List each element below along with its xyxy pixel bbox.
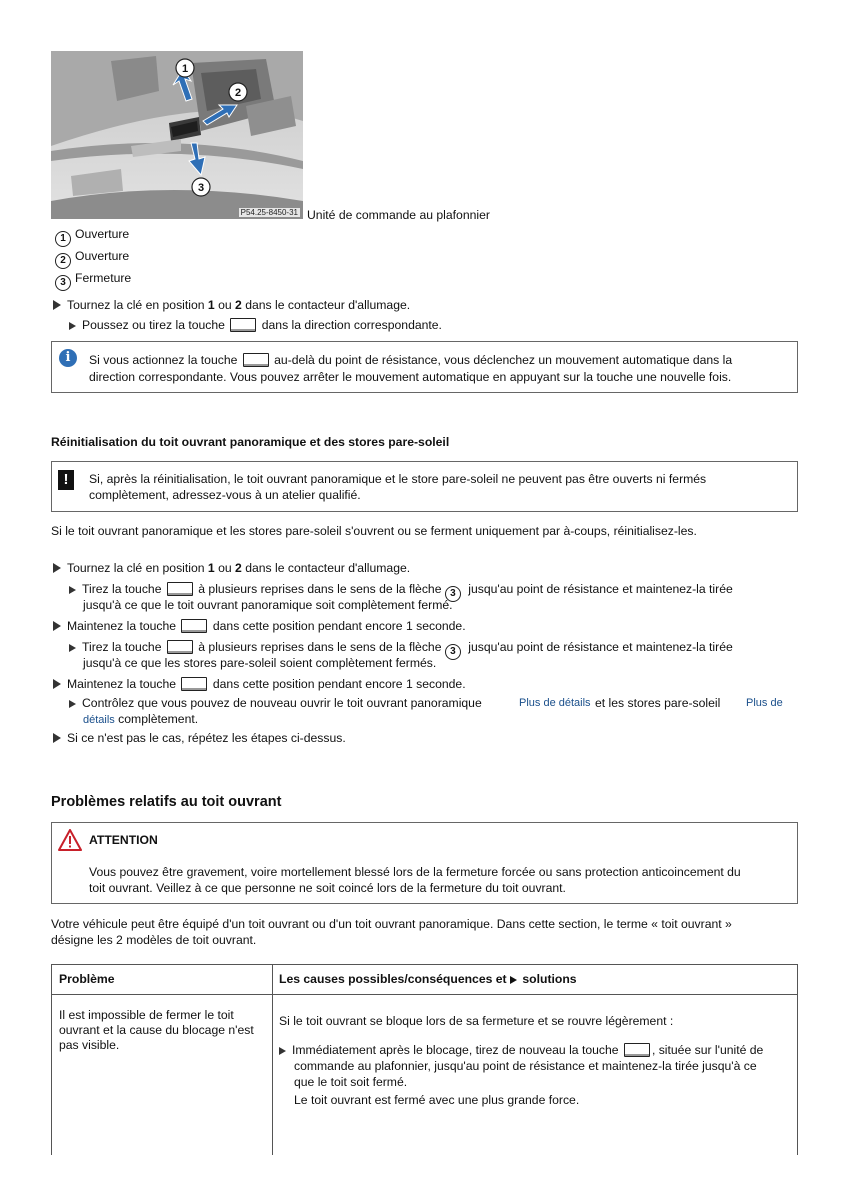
step-b: Tirez la touche à plusieurs reprises dans le sens de la flèche 3 jusqu'au point de résistance et maintenez-la tirée: [69, 581, 733, 602]
cause-intro: Si le toit ouvrant se bloque lors de sa fermeture et se rouvre légèrement :: [279, 1014, 674, 1028]
bullet-arrow-icon: [69, 700, 76, 708]
bullet-arrow-icon: [69, 322, 76, 330]
step-g: Si ce n'est pas le cas, répétez les étapes ci-dessus.: [53, 730, 346, 746]
overhead-control-photo: [51, 51, 303, 219]
bullet-arrow-icon: [510, 976, 517, 984]
exclamation-icon: !: [58, 470, 74, 490]
warning-triangle-icon: [58, 829, 82, 851]
marker-1: 1: [181, 63, 189, 75]
arrow-3-marker: 3: [445, 586, 461, 602]
details-link-blinds-cont[interactable]: détails: [83, 714, 115, 726]
header-problem: Problème: [59, 972, 115, 986]
bullet-arrow-icon: [53, 679, 61, 689]
step-d-cont: jusqu'à ce que les stores pare-soleil soient complètement fermés.: [83, 656, 437, 670]
overhead-control-illustration: [51, 51, 303, 219]
step-f: Contrôlez que vous pouvez de nouveau ouvrir le toit ouvrant panoramique: [69, 695, 482, 711]
reset-heading: Réinitialisation du toit ouvrant panoramique et des stores pare-soleil: [51, 435, 450, 449]
sunroof-switch-icon: [243, 353, 269, 367]
info-note: i Si vous actionnez la touche au-delà du point de résistance, vous déclenchez un mouvement automatique dans la direction correspondante. Vous pouvez arrêter le mouvement automatique en appuyant sur la touche une nouvelle fois.: [51, 341, 798, 393]
step-f-cont: détails complètement.: [83, 712, 199, 726]
sunroof-switch-icon: [230, 318, 256, 332]
info-icon: i: [59, 349, 77, 367]
sunroof-switch-icon: [167, 582, 193, 596]
image-code: P54.25-8450-31: [240, 208, 298, 217]
sunroof-switch-icon: [624, 1043, 650, 1057]
details-link-sunroof[interactable]: Plus de détails: [519, 697, 591, 709]
problems-intro: Votre véhicule peut être équipé d'un toit ouvrant ou d'un toit ouvrant panoramique. Dans cette section, le terme « toit ouvrant »: [51, 917, 732, 931]
warning-note: ! Si, après la réinitialisation, le toit ouvrant panoramique et le store pare-soleil ne peuvent pas être ouverts ni fermés complètement, adressez-vous à un atelier qualifié.: [51, 461, 798, 512]
bullet-arrow-icon: [69, 644, 76, 652]
reset-intro: Si le toit ouvrant panoramique et les stores pare-soleil s'ouvrent ou se ferment uniquement par à-coups, réinitialisez-les.: [51, 524, 697, 538]
figure-caption: Unité de commande au plafonnier: [307, 208, 490, 222]
problem-cell: Il est impossible de fermer le toit: [59, 1008, 234, 1022]
marker-2: 2: [234, 87, 242, 99]
step-c: Maintenez la touche dans cette position pendant encore 1 seconde.: [53, 618, 466, 634]
marker-3: 3: [197, 182, 205, 194]
header-causes: Les causes possibles/conséquences et solutions: [279, 972, 577, 986]
step-b-cont: jusqu'à ce que le toit ouvrant panoramique soit complètement fermé.: [83, 598, 453, 612]
sunroof-switch-icon: [181, 619, 207, 633]
problems-heading: Problèmes relatifs au toit ouvrant: [51, 794, 282, 810]
sunroof-switch-icon: [167, 640, 193, 654]
arrow-3-marker: 3: [445, 644, 461, 660]
attention-box: ATTENTION Vous pouvez être gravement, voire mortellement blessé lors de la fermeture forcée ou sans protection anticoincement du toit ouvrant. Veillez à ce que personne ne soit coincé lors de la fermeture du toit ouvrant.: [51, 822, 798, 904]
bullet-arrow-icon: [53, 563, 61, 573]
problem-table: Problème Les causes possibles/conséquences et solutions Il est impossible de fermer le toit ouvrant et la cause du blocage n'est pas visible. Si le toit ouvrant se bloque lors de sa fermeture et se rouvre légèrement : Immédiatement après le blocage, tirez de nouveau la touche , située sur l'unité de commande au plafonnier, jusqu'au point de résistance et maintenez-la tirée jusqu'à ce que le toit soit fermé. Le toit ouvrant est fermé avec une plus grande force.: [51, 964, 798, 1155]
bullet-arrow-icon: [279, 1047, 286, 1055]
legend-item: 3 Fermeture: [55, 270, 131, 291]
sunroof-switch-icon: [181, 677, 207, 691]
bullet-arrow-icon: [69, 586, 76, 594]
details-link-blinds[interactable]: Plus de: [746, 697, 783, 709]
step-d: Tirez la touche à plusieurs reprises dans le sens de la flèche 3 jusqu'au point de résistance et maintenez-la tirée: [69, 639, 733, 660]
step-push-pull: Poussez ou tirez la touche dans la direction correspondante.: [69, 317, 442, 333]
bullet-arrow-icon: [53, 300, 61, 310]
bullet-arrow-icon: [53, 621, 61, 631]
solution-step: Immédiatement après le blocage, tirez de nouveau la touche , située sur l'unité de: [279, 1042, 763, 1058]
step-turn-key: Tournez la clé en position 1 ou 2 dans le contacteur d'allumage.: [53, 297, 410, 313]
attention-title: ATTENTION: [89, 833, 158, 847]
legend-item: 2 Ouverture: [55, 248, 129, 269]
legend-item: 1 Ouverture: [55, 226, 129, 247]
step-a: Tournez la clé en position 1 ou 2 dans le contacteur d'allumage.: [53, 560, 410, 576]
step-e: Maintenez la touche dans cette position pendant encore 1 seconde.: [53, 676, 466, 692]
bullet-arrow-icon: [53, 733, 61, 743]
